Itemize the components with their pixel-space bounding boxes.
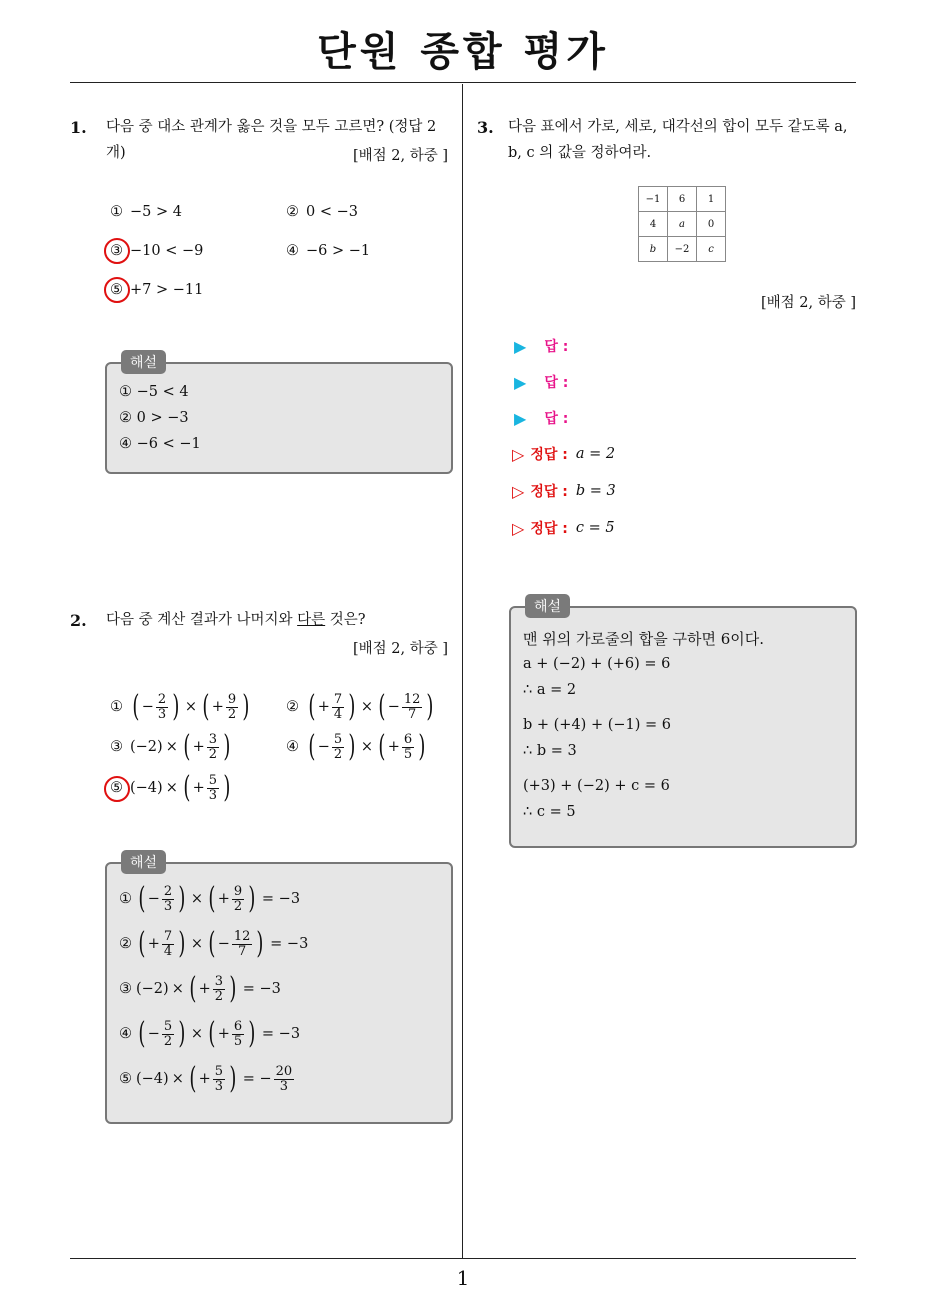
q3-correct-answer-2 [512,481,616,501]
q1-number: 1. [70,118,87,137]
q2-choice-5[interactable]: ⑤ (−4) × ( + $\frac{5}{3}$ ) [110,770,231,805]
q3-text-line2: b, c 의 값을 정하여라. [508,145,652,161]
q1-solution-line-2: ② 0 > −3 [119,410,189,426]
q2-solution-box [105,855,453,1124]
correct-label: 정답 : [530,484,568,500]
q1-choice-2[interactable] [286,197,358,227]
page-title: 단원 종합 평가 [317,29,609,75]
table-cell: c [697,237,726,262]
answer-label: 답 : [544,411,569,427]
table-cell: a [668,212,697,237]
choice-mark: ⑤ [110,282,123,298]
q3-solution-line-1: 맨 위의 가로줄의 합을 구하면 6이다. [523,630,765,648]
q3-solution-line-2: a + (−2) + (+6) = 6 [523,656,671,672]
q3-solution-line-7: ∴ c = 5 [523,804,576,820]
q2-number: 2. [70,611,87,630]
choice-mark: ② [286,204,299,220]
q1-solution-box [105,355,453,474]
q2-choice-1[interactable]: ① ( − $\frac{2}{3}$ ) × ( + $\frac{9}{2}$ ) [110,689,250,724]
q2-answer-circle-5 [104,776,130,802]
solution-tag: 해설 [525,594,570,618]
q1-answer-circle-5 [104,277,130,303]
q2-solution-line-3: ③ (−2) × ( + $\frac{3}{2}$ ) = −3 [119,971,281,1006]
q3-solution-line-5: ∴ b = 3 [523,743,577,759]
q3-solution-line-3: ∴ a = 2 [523,682,577,698]
q2-solution-line-2: ② ( + $\frac{7}{4}$ ) × ( − $\frac{12}{7}$ ) = −3 [119,926,309,961]
answer-label: 답 : [544,375,569,391]
table-cell: b [639,237,668,262]
choice-expr: −6 > −1 [306,243,371,259]
q3-correct-answer-3 [512,518,615,538]
q3-solution-line-4: b + (+4) + (−1) = 6 [523,717,671,733]
play-triangle-icon: ▶ [514,408,527,428]
q2-score: [배점 2, 하중 ] [352,641,448,657]
q3-solution-box [509,599,857,848]
q1-choice-4[interactable] [286,236,370,266]
q1-text-line2: 개) [106,145,126,161]
q1-choice-1[interactable] [110,197,182,227]
q3-answer-input-1[interactable] [514,336,576,356]
q3-answer-input-2[interactable] [514,372,576,392]
q2-solution-line-5: ⑤ (−4) × ( + $\frac{5}{3}$ ) = − $\frac{20}{3}$ [119,1061,293,1096]
answer-label: 답 : [544,339,569,355]
q3-text-line1: 다음 표에서 가로, 세로, 대각선의 합이 모두 같도록 a, [508,119,848,135]
correct-label: 정답 : [530,447,568,463]
top-rule [70,82,856,83]
table-cell: −1 [639,187,668,212]
q2-choice-2[interactable]: ② ( + $\frac{7}{4}$ ) × ( − $\frac{12}{7}$ ) [286,689,434,724]
choice-expr: −5 > 4 [130,204,182,220]
q1-solution-line-1: ① −5 < 4 [119,384,189,400]
choice-expr: −10 < −9 [130,243,204,259]
column-divider [462,84,463,1258]
correct-value: a = 2 [575,446,616,462]
choice-mark: ③ [110,243,123,259]
table-cell: 4 [639,212,668,237]
q3-correct-answer-1 [512,444,615,464]
q2-solution-line-1: ① ( − $\frac{2}{3}$ ) × ( + $\frac{9}{2}$ ) = −3 [119,881,301,916]
choice-expr: +7 > −11 [130,282,204,298]
bottom-rule [70,1258,856,1259]
q2-solution-line-4: ④ ( − $\frac{5}{2}$ ) × ( + $\frac{6}{5}$ ) = −3 [119,1016,301,1051]
q3-text [508,114,847,166]
q3-number: 3. [477,118,494,137]
q2-underlined-word: 다른 [297,612,326,628]
choice-mark: ① [110,204,123,220]
table-cell: −2 [668,237,697,262]
q3-answer-input-3[interactable] [514,408,576,428]
choice-expr: 0 < −3 [306,204,358,220]
solution-tag: 해설 [121,850,166,874]
q1-score: [배점 2, 하중 ] [352,148,448,164]
q1-answer-circle-3 [104,238,130,264]
solution-tag: 해설 [121,350,166,374]
choice-mark: ④ [286,243,299,259]
correct-value: b = 3 [575,483,616,499]
outline-triangle-icon: ▷ [512,481,525,501]
play-triangle-icon: ▶ [514,336,527,356]
q1-text-line1: 다음 중 대소 관계가 옳은 것을 모두 고르면? (정답 2 [106,119,437,135]
table-cell: 1 [697,187,726,212]
correct-value: c = 5 [575,520,615,536]
correct-label: 정답 : [530,521,568,537]
q2-text: 다음 중 계산 결과가 나머지와 다른 것은? [106,612,366,628]
q2-choice-3[interactable]: ③ (−2) × ( + $\frac{3}{2}$ ) [110,729,231,764]
q3-score: [배점 2, 하중 ] [760,295,856,311]
q2-choice-4[interactable]: ④ ( − $\frac{5}{2}$ ) × ( + $\frac{6}{5}$ ) [286,729,426,764]
outline-triangle-icon: ▷ [512,518,525,538]
table-cell: 6 [668,187,697,212]
q3-solution-line-6: (+3) + (−2) + c = 6 [523,778,670,794]
q1-solution-line-3: ④ −6 < −1 [119,436,201,452]
page-number: 1 [456,1266,470,1290]
play-triangle-icon: ▶ [514,372,527,392]
table-cell: 0 [697,212,726,237]
q3-magic-square [638,186,726,262]
outline-triangle-icon: ▷ [512,444,525,464]
